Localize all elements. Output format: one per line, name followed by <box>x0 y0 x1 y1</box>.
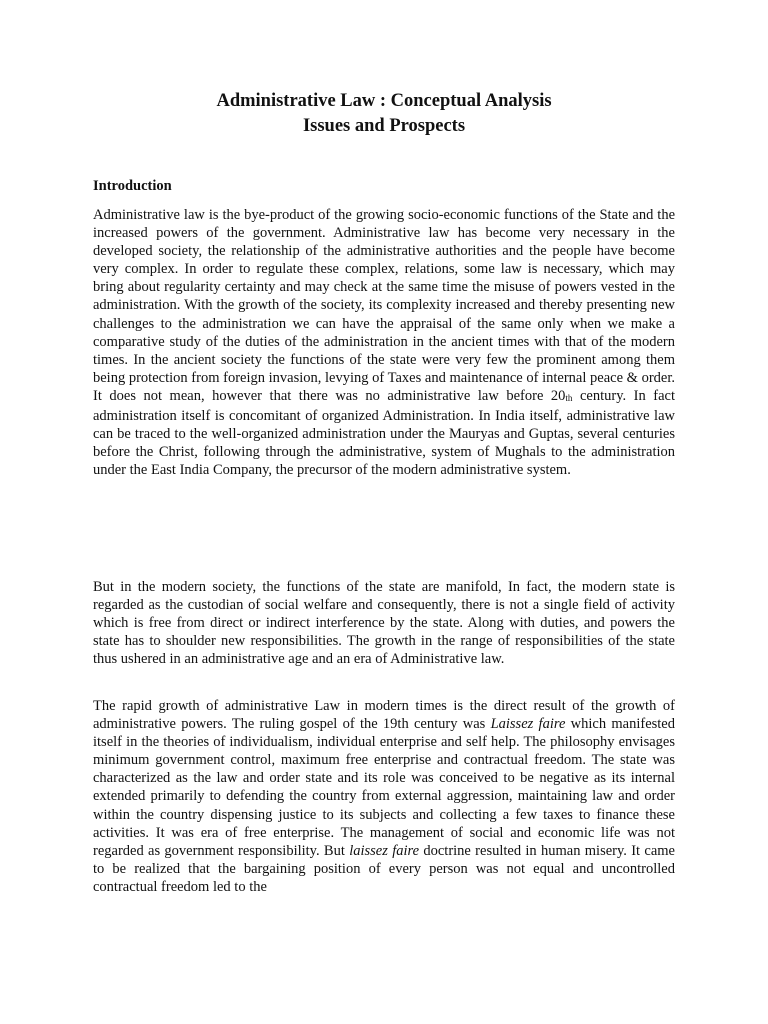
document-title: Administrative Law : Conceptual Analysis <box>216 91 552 111</box>
paragraph-3 <box>93 697 675 896</box>
paragraph-1-text-a: Administrative law is the bye-product of the growing socio-economic functions of the State and the increased powers of the government. Administrative law has become very necessary in the developed society, the relationship of the administrative authorities and the people have become very complex. In order to regulate these complex, relations, some law is necessary, which may bring about regularity certainty and may check at the same time the misuse of powers vested in the administration. With the growth of the society, its complexity increased and thereby presenting new challenges to the administration we can have the appraisal of the same only when we make a comparative study of the duties of the administration in the ancient times with that of the modern times. In the ancient society the functions of the state were very few the prominent among them being protection from foreign invasion, levying of Taxes and maintenance of internal peace & order. It does not mean, however that there was no administrative law before 20 <box>93 207 675 404</box>
paragraph-3-text-b: which manifested itself in the theories of individualism, individual enterprise and self help. The philosophy envisages minimum government control, maximum free enterprise and contractual freedom. The state was characterized as the law and order state and its role was conceived to be negative as its internal extended primarily to defending the country from external aggression, maintaining law and order within the country dispensing justice to its subjects and collecting a few taxes to finance these activities. It was era of free enterprise. The management of social and economic life was not regarded as government responsibility. But <box>93 716 675 859</box>
paragraph-2: But in the modern society, the functions of the state are manifold, In fact, the modern state is regarded as the custodian of social welfare and consequently, there is not a single field of activity which is free from direct or indirect interference by the state. Along with duties, and powers the state has to shoulder new responsibilities. The growth in the range of responsibilities of the state thus ushered in an administrative age and an era of Administrative law. <box>93 579 675 668</box>
paragraph-1-text-b: century. In fact administration itself is concomitant of organized Administration. In India itself, administrative law can be traced to the well-organized administration under the Mauryas and Guptas, several centuries before the Christ, following through the administrative, system of Mughals to the administration under the East India Company, the precursor of the modern administrative system. <box>93 387 675 479</box>
paragraph-3-text-c: doctrine resulted in human misery. It came to be realized that the bargaining position of every person was not equal and uncontrolled contractual freedom led to the <box>93 842 675 895</box>
italic-term-laissez-faire-2: laissez faire <box>349 842 420 859</box>
italic-term-laissez-faire: Laissez faire <box>490 716 566 733</box>
section-heading-introduction: Introduction <box>93 178 172 194</box>
ordinal-suffix: th <box>565 392 573 403</box>
paragraph-1 <box>93 206 675 479</box>
paragraph-3-text-a: The rapid growth of administrative Law in modern times is the direct result of the growth of administrative powers. The ruling gospel of the 19th century was <box>93 698 675 733</box>
document-subtitle: Issues and Prospects <box>302 116 466 136</box>
